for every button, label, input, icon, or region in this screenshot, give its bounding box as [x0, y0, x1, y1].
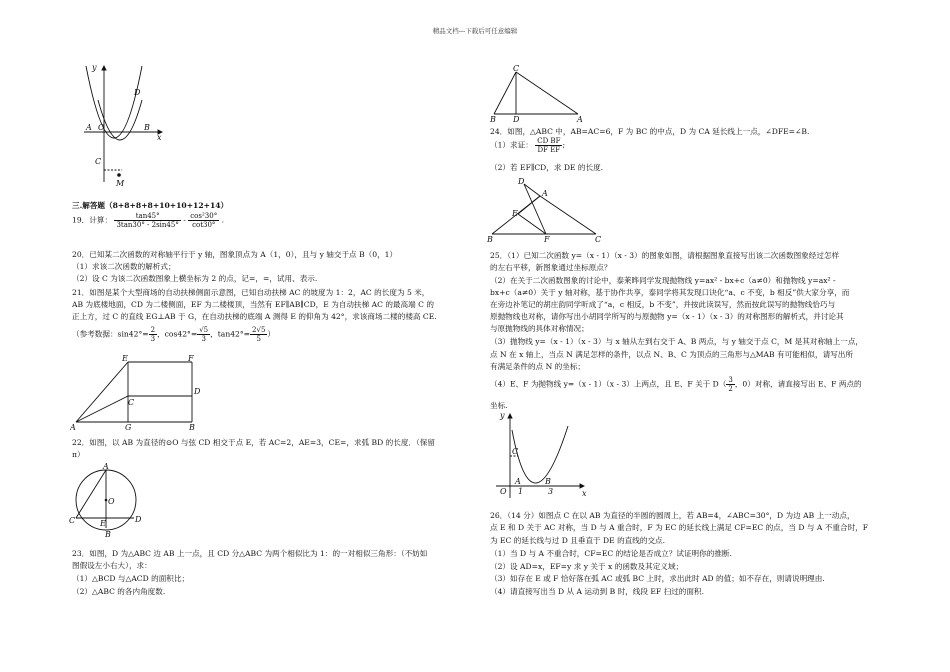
label-o: O: [98, 123, 105, 132]
q25-line-2: 的左右平移，新图象通过坐标原点？: [490, 263, 612, 272]
svg-text:B: B: [105, 530, 111, 538]
parabola-upper: [98, 100, 142, 140]
q25-line-1: 25．（1）已知二次函数 y=（x - 1）（x - 3）的图象如图，请根据图象直接写出该二次函数图象经过怎样: [490, 251, 840, 260]
q21-line-1: 21．如图是某个大型商场的自动扶梯侧面示意图，已知自动扶梯 AC 的坡度为 1：2，AC 的长度为 5 米，: [72, 288, 430, 297]
svg-text:C: C: [69, 516, 76, 525]
svg-text:F: F: [544, 235, 550, 244]
q20-line-3: （2）设 C 为该二次函数图象上横坐标为 2 的点，记=，=，试用、表示.: [72, 274, 318, 283]
svg-text:1: 1: [518, 487, 524, 496]
parabola-figure: [78, 60, 168, 190]
q19-fraction-2: $\frac{\text{cos²30°}}{\cot 30^\circ}$: [190, 212, 218, 229]
svg-text:B: B: [545, 477, 551, 486]
q25-line-7: 与原抛物线的具体对称情况；: [490, 324, 589, 333]
triangle-figure: [486, 62, 586, 122]
svg-text:B: B: [490, 115, 496, 122]
svg-text:D: D: [518, 177, 525, 186]
point-m: [117, 173, 121, 177]
q25-parabola-figure: [490, 408, 590, 500]
label-a: A: [86, 123, 92, 132]
label-c: C: [95, 157, 102, 166]
q24-part-1: （1）求证： $\frac{\text{CD BF}}{\text{DF EF}}$ ;: [490, 137, 565, 154]
q25-part-4: （4）E、F 为抛物线 y=（x - 1）（x - 3）上两点，且 E、F 关于 D（ $\frac{3}{2}$ ，0）对称，请直接写出 E、F 两点的: [490, 376, 862, 393]
q26-line-3: 为 EC 的延长线与过 D 且垂直于 DE 的直线的交点.: [490, 536, 666, 545]
q25-line-10: 有满足条件的点 N 的坐标；: [490, 362, 586, 371]
q24-line-1: 24．如图，△ABC 中，AB=AC=6，F 为 BC 的中点，D 为 CA 延长线上一点，∠DFE=∠B.: [490, 127, 810, 136]
label-b: B: [144, 123, 150, 132]
svg-text:y: y: [500, 411, 505, 420]
q26-line-1: 26．（14 分）如图点 C 在以 AB 为直径的半圆的圆周上，若 AB=4，∠ABC=30°，D 为边 AB 上一动点，: [490, 511, 855, 520]
q20-line-1: 20．已知某二次函数的对称轴平行于 y 轴，图象顶点为 A（1，0），且与 y 轴交于点 B（0，1）: [72, 250, 398, 259]
svg-text:D: D: [194, 387, 201, 396]
label-y: y: [92, 63, 97, 72]
q25-line-4: bx+c（a≠0）关于 y 轴对称，基于协作共享，泰同学将其发现口诀化“a、c 不变，b 相反”供大家分享，而: [490, 288, 850, 297]
svg-text:x: x: [582, 489, 587, 498]
label-d: D: [134, 88, 141, 97]
q21-line-3: 正上方，过 C 的直线 EG⊥AB 于 G，在自动扶梯的底端 A 测得 E 的仰角为 42°，求该商场二楼的楼高 CE.: [72, 312, 437, 321]
q23-line-4: （2）△ABC 的各内角度数.: [72, 587, 166, 596]
svg-text:3: 3: [548, 487, 554, 496]
q22-line-1: 22．如图，以 AB 为直径的⊙O 与弦 CD 相交于点 E，若 AC=2，AE=3，CE=，求弧 BD 的长度．（保留: [72, 438, 435, 447]
section-title: 三.解答题（8+8+8+8+10+10+12+14）: [72, 201, 229, 210]
q19: 19．计算： $\frac{\tan 45^\circ}{3\tan 30^\circ - 2\sin 45^\circ}$ - $\frac{\text{cos²30°}}{\cot 30^\circ}$ .: [72, 212, 225, 229]
q21-line-2: AB 为底楼地面，CD 为二楼侧面，EF 为二楼楼顶，当然有 EF∥AB∥CD，E 为自动扶梯 AC 的最高端 C 的: [72, 300, 434, 309]
svg-text:B: B: [189, 423, 195, 432]
svg-text:A: A: [103, 462, 109, 471]
circle-figure: [68, 462, 148, 538]
parabola-lower: [86, 66, 142, 138]
q25-part-4-line-2: 坐标.: [490, 401, 508, 410]
q19-prefix: 19．计算：: [72, 215, 113, 225]
svg-text:A: A: [542, 189, 548, 198]
q23-line-2: 图假设左小右大），求：: [72, 561, 152, 570]
q23-line-1: 23．如图，D 为△ABC 边 AB 上一点，且 CD 分△ABC 为两个相似比为 1：的一对相似三角形：（不妨如: [72, 549, 428, 558]
q25-line-8: （3）抛物线 y=（x - 1）（x - 3）与 x 轴从左到右交于 A、B 两点，与 y 轴交于点 C，M 是其对称轴上一点，: [490, 337, 864, 346]
svg-text:F: F: [188, 354, 194, 363]
svg-text:C: C: [128, 398, 135, 407]
svg-text:E: E: [100, 519, 106, 528]
svg-text:A: A: [515, 477, 521, 486]
svg-text:A: A: [70, 423, 76, 432]
escalator-figure: [70, 352, 210, 432]
q24-figure: [484, 176, 604, 246]
q25-line-5: 在旁边补笔记的胡庄韵同学听成了“a，c 相反，b 不变”，并按此读误写，然而按此误写的抛物线恰巧与: [490, 300, 836, 309]
svg-text:G: G: [125, 423, 132, 432]
y-axis-arrow: [102, 66, 106, 70]
q25-line-6: 原抛物线也对称，请你写出小胡同学所写的与原抛物 y=（x - 1）（x - 3）的对称图形的解析式，并讨论其: [490, 312, 844, 321]
label-m: M: [116, 179, 125, 188]
svg-text:E: E: [512, 209, 518, 218]
svg-text:A: A: [577, 115, 583, 122]
label-x: x: [157, 133, 162, 142]
page-header: 精品文档---下载后可任意编辑: [432, 27, 518, 35]
q25-line-3: （2）在关于二次函数图象的讨论中，泰莱晔同学发现抛物线 y=ax² - bx+c（a≠0）和抛物线 y=ax² -: [490, 276, 836, 285]
svg-text:O: O: [500, 487, 507, 496]
q21-reference-data: （参考数据：sin42°= $\frac{2}{3}$ ，cos42°= $\frac{√5}{3}$ ，tan42°= $\frac{2√5}{5}$ ）: [72, 326, 275, 343]
svg-text:C: C: [512, 447, 519, 456]
q19-fraction-1: $\frac{\tan 45^\circ}{3\tan 30^\circ - 2\sin 45^\circ}$: [116, 212, 179, 229]
q20-line-2: （1）求该二次函数的解析式；: [72, 262, 176, 271]
svg-text:D: D: [513, 115, 520, 122]
q24-part-2: （2）若 EF∥CD，求 DE 的长度.: [490, 163, 604, 172]
svg-text:D: D: [135, 515, 142, 524]
svg-text:E: E: [122, 354, 128, 363]
svg-text:C: C: [595, 235, 602, 244]
q26-line-4: （1）当 D 与 A 不重合时，CF=EC 的结论是否成立？试证明你的推断.: [490, 549, 732, 558]
q26-line-7: （4）请直接写出当 D 从 A 运动到 B 时，线段 EF 扫过的面积.: [490, 587, 704, 596]
q26-line-6: （3）如存在 E 或 F 恰好落在弧 AC 或弧 BC 上时，求出此时 AD 的值；如不存在，则请说明理由.: [490, 574, 825, 583]
svg-text:O: O: [108, 497, 115, 506]
q23-line-3: （1）△BCD 与△ACD 的面积比；: [72, 574, 190, 583]
svg-text:B: B: [487, 235, 493, 244]
q26-line-2: 点 E 和 D 关于 AC 对称，当 D 与 A 重合时，F 为 EC 的延长线上满足 CF=EC 的点，当 D 与 A 不重合时，F: [490, 523, 869, 532]
q22-line-2: π）: [72, 450, 85, 459]
q25-line-9: 点 N 在 x 轴上，当点 N 满足怎样的条件，以点 N、B、C 为顶点的三角形与△MAB 有可能相似，请写出所: [490, 350, 853, 359]
svg-text:C: C: [513, 64, 520, 73]
q26-line-5: （2）设 AD=x，EF=y 求 y 关于 x 的函数及其定义域；: [490, 562, 684, 571]
